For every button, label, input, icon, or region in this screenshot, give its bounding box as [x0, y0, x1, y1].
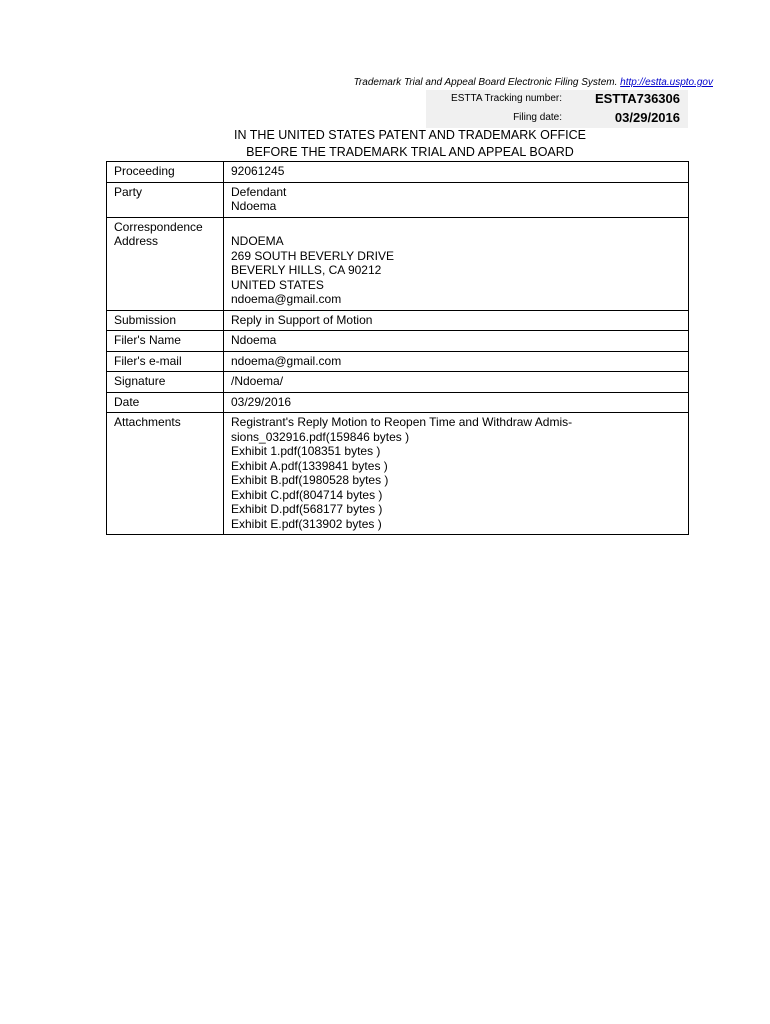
table-row	[107, 162, 689, 183]
tracking-number: ESTTA736306	[594, 91, 680, 106]
filer-email-value: ndoema@gmail.com	[224, 351, 689, 372]
table-row	[107, 217, 689, 310]
table-row	[107, 372, 689, 393]
table-row	[107, 331, 689, 352]
submission-value: Reply in Support of Motion	[224, 310, 689, 331]
attachment-line: Registrant's Reply Motion to Reopen Time and Withdraw Admis-	[231, 415, 573, 429]
party-label: Party	[107, 182, 224, 217]
signature-label: Signature	[107, 372, 224, 393]
attachment-line: sions_032916.pdf(159846 bytes )	[231, 429, 410, 444]
correspondence-label-line: Correspondence	[114, 219, 203, 234]
attachment-line: Exhibit 1.pdf(108351 bytes )	[231, 444, 381, 458]
address-line: UNITED STATES	[231, 277, 324, 292]
party-name: Ndoema	[231, 199, 277, 213]
attachment-line: Exhibit A.pdf(1339841 bytes )	[231, 458, 388, 473]
attachment-line: Exhibit B.pdf(1980528 bytes )	[231, 473, 389, 487]
filing-table	[106, 161, 689, 535]
table-row	[107, 310, 689, 331]
tracking-row	[426, 90, 688, 109]
filing-date: 03/29/2016	[614, 110, 680, 125]
attachment-line: Exhibit E.pdf(313902 bytes )	[231, 516, 382, 531]
filer-name-label: Filer's Name	[107, 331, 224, 352]
system-line	[354, 77, 713, 88]
submission-label: Submission	[107, 310, 224, 331]
proceeding-value: 92061245	[224, 162, 689, 183]
date-label: Date	[107, 392, 224, 413]
signature-value: /Ndoema/	[224, 372, 689, 393]
table-row	[107, 413, 689, 535]
attachments-value	[224, 413, 689, 535]
tracking-label: ESTTA Tracking number:	[451, 93, 562, 104]
address-line: 269 SOUTH BEVERLY DRIVE	[231, 248, 394, 263]
table-row	[107, 392, 689, 413]
filer-email-label: Filer's e-mail	[107, 351, 224, 372]
address-email: ndoema@gmail.com	[231, 292, 342, 306]
party-role: Defendant	[231, 184, 287, 199]
filer-name-value: Ndoema	[224, 331, 689, 352]
correspondence-value	[224, 217, 689, 310]
address-line: BEVERLY HILLS, CA 90212	[231, 263, 382, 277]
proceeding-label: Proceeding	[107, 162, 224, 183]
attachments-label: Attachments	[107, 413, 224, 535]
filing-date-label: Filing date:	[513, 112, 562, 123]
table-row	[107, 182, 689, 217]
attachment-line: Exhibit C.pdf(804714 bytes )	[231, 487, 383, 502]
correspondence-label	[107, 217, 224, 310]
party-value	[224, 182, 689, 217]
date-value: 03/29/2016	[224, 392, 689, 413]
estta-link[interactable]: http://estta.uspto.gov	[620, 77, 713, 88]
filing-date-row	[426, 109, 688, 128]
board-heading: BEFORE THE TRADEMARK TRIAL AND APPEAL BOARD	[246, 145, 574, 159]
address-line: NDOEMA	[231, 234, 284, 248]
table-row	[107, 351, 689, 372]
system-text: Trademark Trial and Appeal Board Electronic Filing System.	[353, 77, 618, 88]
office-heading: IN THE UNITED STATES PATENT AND TRADEMARK OFFICE	[234, 128, 586, 142]
correspondence-label-line: Address	[114, 234, 159, 248]
tracking-box	[426, 90, 688, 128]
attachment-line: Exhibit D.pdf(568177 bytes )	[231, 502, 383, 516]
